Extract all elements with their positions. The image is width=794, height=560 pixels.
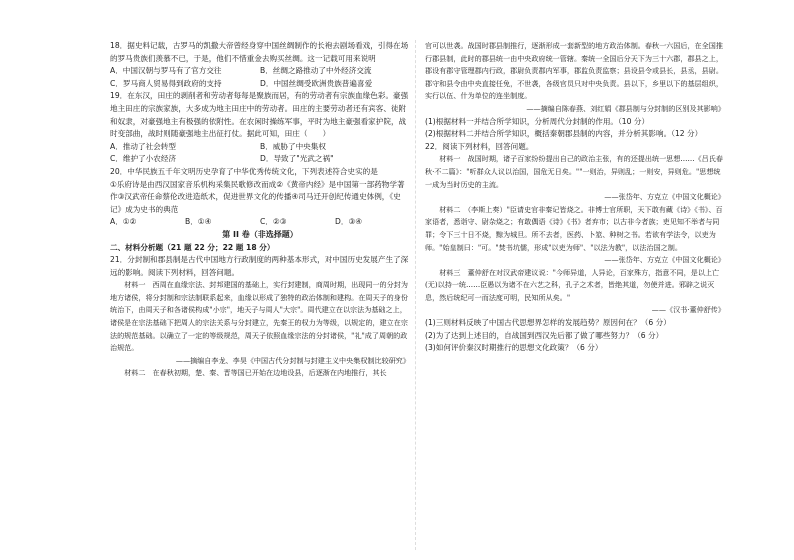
q21-sub-1: (1)根据材料一并结合所学知识，分析周代分封制的作用。（10 分） — [425, 116, 650, 126]
q22-sub-1: (1)三则材料反映了中国古代思想界怎样的发展趋势？原因何在？（6 分） — [425, 318, 671, 328]
q22-material-1-source: ——张岱年、方克立《中国文化概论》 — [604, 192, 725, 202]
q22-material-3-source: ——《汉书·董仲舒传》 — [651, 305, 725, 315]
q19-option-b: B．威胁了中央集权 — [260, 141, 326, 151]
q19-option-a: A．推动了社会转型 — [110, 141, 176, 151]
q19-options — [110, 141, 410, 166]
q22-sub-3: (3)如何评价秦汉时期推行的思想文化政策？（6 分） — [425, 343, 603, 353]
q20-option-d: D．③④ — [335, 217, 363, 227]
q21-material-2-source: ——摘编自陈春燕、刘红娟《郡县制与分封制的区别及其影响》 — [526, 103, 725, 113]
q18-option-d: D．中国丝绸受欧洲贵族普遍喜爱 — [260, 78, 373, 88]
q21-material-1-source: ——摘编自李龙、李昊《中国古代分封制与封建主义中央集权制比较研究》 — [175, 355, 410, 365]
part2-title: 第 II 卷（非选择题） — [222, 229, 298, 239]
q20-option-b: B．①④ — [185, 217, 212, 227]
q20-option-c: C．②③ — [260, 217, 287, 227]
q20-option-a: A．①② — [110, 217, 137, 227]
q22-stem: 22．阅读下列材料，回答问题。 — [425, 141, 534, 151]
q20-options — [110, 216, 410, 229]
column-divider — [415, 40, 416, 550]
q21-material-2-start: 材料二 在春秋初期，楚、秦、晋等国已开始在边地设县，后逐渐在内地推行，其长 — [124, 368, 387, 378]
section2-heading: 二、材料分析题（21 题 22 分；22 题 18 分） — [110, 242, 275, 252]
q22-material-2-source: ——张岱年、方克立《中国文化概论》 — [604, 255, 725, 265]
q18-option-a: A．中国汉朝与罗马有了官方交往 — [110, 66, 222, 76]
q21-material-2-cont: 官可以世袭。战国时郡县制推行，逐渐形成一套新型的地方政治体制。春秋一六国后，在全国推行郡县制，此时的郡县统一由中央政府统一管辖。秦统一全国后分天下为三十六郡，郡县之上，郡设有郡守管理郡内行政，郡尉负责郡内军事，郡监负责监察；县设县令或县长，县丞，县尉。郡守和县令由中央直接任免，不世袭，各级官员只对中央负责。县以下，乡里以下的基层组织，实行以伍、什为单位的连坐制度。 — [425, 41, 723, 101]
q18-option-b: B．丝绸之路推动了中外经济交流 — [260, 66, 372, 76]
q22-material-3: 材料三 董仲舒在对汉武帝建议说："今师异道，人异论，百家殊方，指意不同，是以上亡(无)以持一统……臣愚以为诸不在六艺之科，孔子之术者，皆绝其道，勿使并进。邪辟之说灭息，然后统纪可一而法度可明，民知所从矣。" — [425, 267, 720, 302]
right-column — [425, 40, 725, 355]
q22-material-1: 材料一 战国时期，诸子百家纷纷提出自己的政治主张，有的还提出统一思想……《吕氏春秋·不二篇》："听群众人议以治国，国危无日矣。""一则治，异则乱；一则安，异则危。"思想统一成为当时历史的主流。 — [425, 154, 723, 189]
q21-stem: 21．分封制和郡县制是古代中国地方行政制度的两种基本形式，对中国历史发展产生了深远的影响。阅读下列材料，回答问题。 — [110, 255, 409, 277]
q18-options — [110, 65, 410, 90]
q19-stem: 19．在东汉，田庄的剥削者和劳动者每每是聚族而居，有的劳动者有宗族血缘色彩。豪强地主田庄的宗族家族，大多成为地主田庄中的劳动者。田庄的主要劳动者还有宾客、徒附和奴隶，对豪强地主有极强的依附性。在农闲时操练军事，平时为地主豪强看家护院，战时变部曲，战时则随豪强地主出征打仗。据此可知，田庄（ ） — [110, 91, 409, 139]
q22-sub-2: (2)为了达到上述目的，自战国到西汉先后都了做了哪些努力？（6 分） — [425, 330, 664, 340]
q18-stem: 18．据史料记载，古罗马的凯撒大帝曾经身穿中国丝绸制作的长袍去剧场看戏，引得在场的罗马贵族们羡慕不已，于是，他们不惜重金去购买丝绸。这一记载可用来说明 — [110, 41, 409, 63]
q21-material-1: 材料一 西周在血缘宗法、封邦建国的基础上，实行封建制，商周时期，出现同一的分封为地方诸侯，将分封制和宗法制联系起来，血缘以形成了独特的政治体制和建构。在周天子的身份统治下，由周天子和各诸侯构成"小宗"，地天子与周人"大宗"。周代建立在以宗法为基础之上，诸侯是在宗法基础下把周人的宗法关系与分封建立，先秦王的权力为等级，以规定的，建立在宗法的规范基础。以确立了一定的等级规范，周天子依照血缘宗法的分封诸侯，"礼"成了周朝的政治规范。 — [110, 280, 408, 353]
q20-stem: 20．中华民族五千年文明历史孕育了中华优秀传统文化，下列表述符合史实的是 — [110, 166, 378, 176]
q22-material-2: 材料二 （李斯上奏）"臣请史官非秦记皆烧之。非博士官所职，天下敢有藏《诗》《书》、百家语者，悉诣守、尉杂烧之；有敢偶语《诗》《书》者弃市；以古非今者族；吏见知不举者与同罪；令下三十日不烧，黥为城旦。所不去者，医药、卜筮、种树之书。若欲有学法令，以吏为师。"始皇制曰："可。"焚书坑儒，形成"以吏为师"、"以法为教"，以法治国之制。 — [425, 204, 723, 252]
q18-option-c: C．罗马商人贸易得到政府的支持 — [110, 78, 222, 88]
q21-sub-2: (2)根据材料二并结合所学知识，概括秦朝郡县制的内容，并分析其影响。（12 分） — [425, 129, 703, 139]
q20-items: ①乐府诗是由西汉国家音乐机构采集民歌修改而成②《黄帝内经》是中国第一部药物学著作③汉武帝任命蔡伦改进造纸术，促进世界文化的传播④司马迁开创纪传通史体例，《史记》成为史书的典范 — [110, 179, 405, 214]
left-column — [110, 40, 410, 380]
q19-option-c: C．维护了小农经济 — [110, 154, 177, 164]
q19-option-d: D．导致了"光武之祸" — [260, 154, 334, 164]
